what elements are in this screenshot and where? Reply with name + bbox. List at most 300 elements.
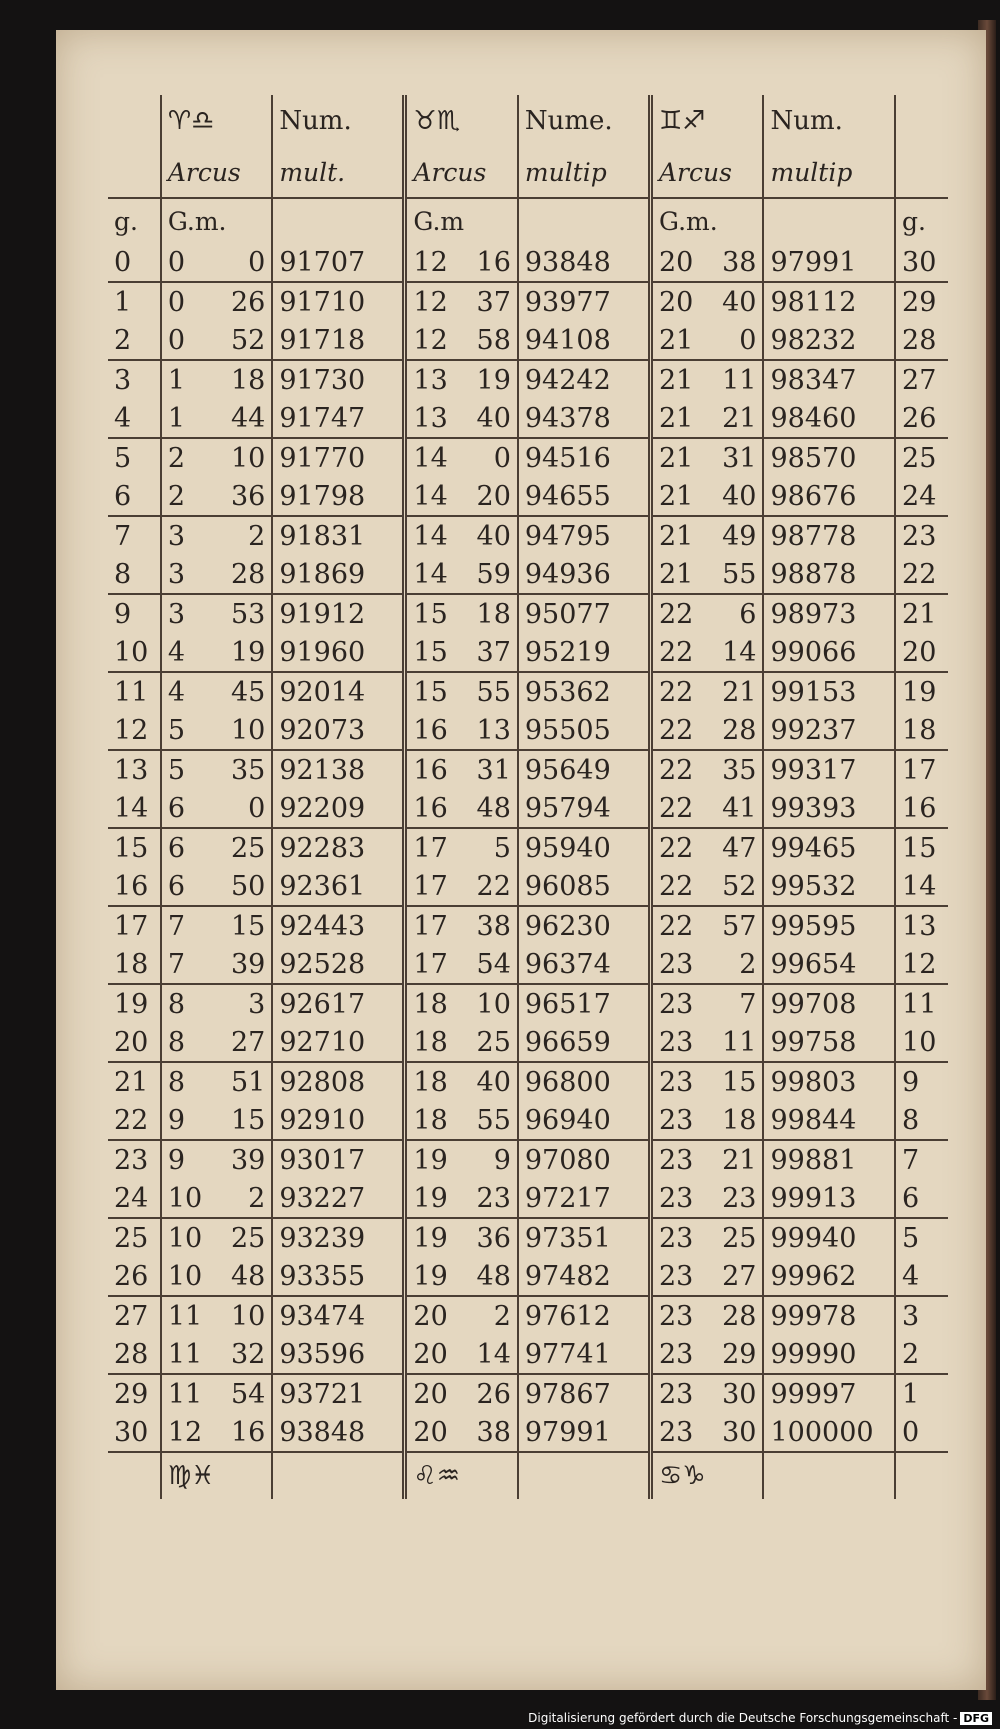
deg-left: 21 xyxy=(108,1062,161,1101)
table-row xyxy=(108,672,948,711)
table-row xyxy=(108,1140,948,1179)
arcus-deg-2: 15 xyxy=(405,672,459,711)
num-3: 98570 xyxy=(763,438,895,477)
arcus-deg-3: 22 xyxy=(651,672,705,711)
arcus-min-1: 48 xyxy=(230,1260,266,1292)
arcus-deg-3: 23 xyxy=(651,1140,705,1179)
table-row xyxy=(108,867,948,906)
arcus-min-3: 11 xyxy=(705,360,764,399)
arcus-min-3: 0 xyxy=(739,324,757,356)
deg-right: 8 xyxy=(895,1101,948,1140)
arcus-min-2: 20 xyxy=(476,480,511,512)
table-row xyxy=(108,1023,948,1062)
deg-left: 5 xyxy=(108,438,161,477)
arcus-deg-3: 21 xyxy=(651,438,705,477)
arcus-deg-2: 19 xyxy=(405,1218,459,1257)
num-1: 92073 xyxy=(272,711,405,750)
num-1: 93721 xyxy=(272,1374,405,1413)
arcus-min-2: 23 xyxy=(476,1182,511,1214)
arcus-min-1: 52 xyxy=(230,324,266,356)
num-3: 99844 xyxy=(763,1101,895,1140)
arcus-min-2: 14 xyxy=(476,1338,511,1370)
deg-left: 6 xyxy=(114,480,132,512)
arcus-deg-2: 17 xyxy=(405,828,459,867)
arcus-deg-1: 0 xyxy=(161,282,214,321)
table-row xyxy=(108,1335,948,1374)
arcus-min-3: 31 xyxy=(705,438,764,477)
table-row xyxy=(108,1218,948,1257)
arcus-min-1: 45 xyxy=(214,672,273,711)
header-sign-1: ♈♎ xyxy=(161,95,272,147)
arcus-deg-3: 21 xyxy=(651,399,705,438)
arcus-deg-1: 2 xyxy=(161,477,214,516)
header-gm-2: G.m xyxy=(405,198,518,243)
num-2: 97991 xyxy=(518,1413,651,1452)
arcus-min-3: 11 xyxy=(722,1026,757,1058)
deg-right: 18 xyxy=(895,711,948,750)
arcus-min-1: 3 xyxy=(214,984,273,1023)
num-2: 95794 xyxy=(518,789,651,828)
num-2: 96230 xyxy=(518,906,651,945)
arcus-min-3: 14 xyxy=(722,636,757,668)
arcus-deg-2: 16 xyxy=(405,750,459,789)
arcus-min-2: 58 xyxy=(476,324,511,356)
deg-right: 1 xyxy=(895,1374,948,1413)
arcus-deg-3: 21 xyxy=(651,516,705,555)
arcus-min-3: 55 xyxy=(722,558,757,590)
deg-right: 14 xyxy=(895,867,948,906)
num-3: 99978 xyxy=(763,1296,895,1335)
arcus-deg-2: 12 xyxy=(405,282,459,321)
arcus-deg-2: 17 xyxy=(405,906,459,945)
table-row xyxy=(108,711,948,750)
arcus-min-1: 36 xyxy=(230,480,266,512)
header-arcus-3: Arcus xyxy=(651,147,764,198)
arcus-min-2: 40 xyxy=(476,402,511,434)
table-row xyxy=(108,399,948,438)
arcus-min-1: 0 xyxy=(248,246,266,278)
arcus-deg-1: 6 xyxy=(161,789,214,828)
arcus-min-1: 16 xyxy=(230,1416,266,1448)
arcus-deg-2: 13 xyxy=(405,360,459,399)
deg-left: 2 xyxy=(114,324,132,356)
arcus-min-2: 31 xyxy=(459,750,518,789)
deg-left: 24 xyxy=(114,1182,149,1214)
arcus-min-1: 44 xyxy=(230,402,266,434)
num-2: 96659 xyxy=(518,1023,651,1062)
header-sign-2: ♉♏ xyxy=(405,95,518,147)
arcus-deg-1: 2 xyxy=(161,438,214,477)
num-3: 98112 xyxy=(763,282,895,321)
arcus-min-1: 10 xyxy=(214,1296,273,1335)
header-gm-3: G.m. xyxy=(651,198,764,243)
arcus-min-3: 28 xyxy=(705,1296,764,1335)
arcus-min-3: 21 xyxy=(722,402,757,434)
deg-right: 5 xyxy=(895,1218,948,1257)
arcus-min-2: 16 xyxy=(476,246,511,278)
arcus-deg-1: 0 xyxy=(161,243,214,282)
num-2: 93977 xyxy=(518,282,651,321)
arcus-min-3: 6 xyxy=(705,594,764,633)
arcus-min-3: 7 xyxy=(705,984,764,1023)
deg-right: 15 xyxy=(895,828,948,867)
arcus-min-2: 38 xyxy=(459,906,518,945)
num-1: 92617 xyxy=(272,984,405,1023)
num-2: 94795 xyxy=(518,516,651,555)
deg-left: 8 xyxy=(114,558,132,590)
arcus-deg-2: 19 xyxy=(405,1179,459,1218)
header-row-1 xyxy=(108,95,948,147)
num-2: 96517 xyxy=(518,984,651,1023)
deg-right: 12 xyxy=(895,945,948,984)
arcus-deg-2: 18 xyxy=(405,984,459,1023)
arcus-min-3: 38 xyxy=(722,246,757,278)
arcus-min-3: 21 xyxy=(705,672,764,711)
footer-sign-2: ♌♒ xyxy=(405,1452,518,1499)
num-1: 91912 xyxy=(272,594,405,633)
num-2: 94108 xyxy=(518,321,651,360)
deg-left: 22 xyxy=(114,1104,149,1136)
arcus-min-2: 48 xyxy=(476,1260,511,1292)
deg-right: 22 xyxy=(895,555,948,594)
arcus-min-1: 53 xyxy=(214,594,273,633)
arcus-min-2: 0 xyxy=(459,438,518,477)
deg-right: 23 xyxy=(895,516,948,555)
arcus-min-3: 30 xyxy=(722,1416,757,1448)
arcus-deg-2: 20 xyxy=(405,1335,459,1374)
deg-right: 13 xyxy=(895,906,948,945)
arcus-deg-1: 7 xyxy=(161,945,214,984)
arcus-deg-3: 21 xyxy=(651,360,705,399)
arcus-min-2: 40 xyxy=(459,1062,518,1101)
arcus-deg-3: 22 xyxy=(651,711,705,750)
table-row xyxy=(108,789,948,828)
arcus-deg-3: 22 xyxy=(651,906,705,945)
num-3: 100000 xyxy=(763,1413,895,1452)
arcus-min-3: 40 xyxy=(722,480,757,512)
arcus-deg-1: 6 xyxy=(161,867,214,906)
arcus-deg-1: 11 xyxy=(161,1374,214,1413)
arcus-deg-1: 5 xyxy=(161,711,214,750)
num-3: 99708 xyxy=(763,984,895,1023)
arcus-min-2: 36 xyxy=(459,1218,518,1257)
num-1: 93355 xyxy=(272,1257,405,1296)
arcus-min-2: 48 xyxy=(476,792,511,824)
arcus-min-3: 40 xyxy=(705,282,764,321)
deg-left: 16 xyxy=(114,870,149,902)
arcus-min-1: 26 xyxy=(214,282,273,321)
arcus-min-2: 59 xyxy=(476,558,511,590)
arcus-min-3: 52 xyxy=(722,870,757,902)
header-row-3 xyxy=(108,198,948,243)
arcus-min-3: 41 xyxy=(722,792,757,824)
arcus-deg-1: 8 xyxy=(161,984,214,1023)
num-1: 91707 xyxy=(272,243,405,282)
arcus-min-2: 55 xyxy=(476,1104,511,1136)
num-1: 93474 xyxy=(272,1296,405,1335)
num-1: 93227 xyxy=(272,1179,405,1218)
arcus-deg-3: 22 xyxy=(651,633,705,672)
arcus-deg-3: 23 xyxy=(651,945,705,984)
num-3: 98676 xyxy=(763,477,895,516)
header-num-3: Num. xyxy=(763,95,895,147)
num-2: 94242 xyxy=(518,360,651,399)
num-2: 96800 xyxy=(518,1062,651,1101)
deg-left: 19 xyxy=(108,984,161,1023)
arcus-deg-3: 21 xyxy=(651,321,705,360)
footer-row xyxy=(108,1452,948,1499)
arcus-deg-3: 23 xyxy=(651,1023,705,1062)
arcus-min-3: 47 xyxy=(705,828,764,867)
arcus-deg-2: 17 xyxy=(405,867,459,906)
deg-left: 20 xyxy=(114,1026,149,1058)
arcus-deg-2: 20 xyxy=(405,1296,459,1335)
arcus-min-2: 38 xyxy=(476,1416,511,1448)
deg-left: 25 xyxy=(108,1218,161,1257)
num-2: 94378 xyxy=(518,399,651,438)
num-1: 91960 xyxy=(272,633,405,672)
arcus-deg-2: 14 xyxy=(405,477,459,516)
num-2: 94655 xyxy=(518,477,651,516)
arcus-deg-1: 10 xyxy=(161,1179,214,1218)
arcus-deg-2: 20 xyxy=(405,1413,459,1452)
arcus-deg-3: 22 xyxy=(651,789,705,828)
num-2: 97482 xyxy=(518,1257,651,1296)
arcus-deg-1: 6 xyxy=(161,828,214,867)
arcus-min-1: 39 xyxy=(230,948,266,980)
arcus-deg-1: 10 xyxy=(161,1218,214,1257)
num-1: 91710 xyxy=(272,282,405,321)
num-3: 98460 xyxy=(763,399,895,438)
num-1: 93017 xyxy=(272,1140,405,1179)
deg-right: 7 xyxy=(895,1140,948,1179)
num-2: 96374 xyxy=(518,945,651,984)
table-row xyxy=(108,1413,948,1452)
num-1: 91718 xyxy=(272,321,405,360)
num-3: 99803 xyxy=(763,1062,895,1101)
num-1: 92361 xyxy=(272,867,405,906)
num-2: 93848 xyxy=(518,243,651,282)
num-3: 99237 xyxy=(763,711,895,750)
arcus-min-2: 55 xyxy=(459,672,518,711)
footer-sign-1: ♍♓ xyxy=(161,1452,272,1499)
num-2: 95219 xyxy=(518,633,651,672)
arcus-deg-1: 4 xyxy=(161,633,214,672)
arcus-min-3: 15 xyxy=(705,1062,764,1101)
header-mult-2: multip xyxy=(518,147,651,198)
num-1: 93848 xyxy=(272,1413,405,1452)
deg-left: 10 xyxy=(114,636,149,668)
num-1: 91831 xyxy=(272,516,405,555)
deg-left: 1 xyxy=(108,282,161,321)
num-3: 98232 xyxy=(763,321,895,360)
arcus-min-1: 35 xyxy=(214,750,273,789)
credit-text: Digitalisierung gefördert durch die Deutsche Forschungsgemeinschaft - xyxy=(528,1711,958,1725)
arcus-deg-3: 21 xyxy=(651,555,705,594)
table-row xyxy=(108,516,948,555)
arcus-deg-1: 8 xyxy=(161,1023,214,1062)
arcus-min-3: 49 xyxy=(705,516,764,555)
deg-left: 4 xyxy=(114,402,132,434)
arcus-min-1: 0 xyxy=(248,792,266,824)
num-3: 98778 xyxy=(763,516,895,555)
deg-left: 0 xyxy=(114,246,132,278)
table-row xyxy=(108,243,948,282)
num-3: 99962 xyxy=(763,1257,895,1296)
num-3: 99317 xyxy=(763,750,895,789)
arcus-deg-1: 8 xyxy=(161,1062,214,1101)
deg-right: 24 xyxy=(895,477,948,516)
arcus-min-2: 26 xyxy=(459,1374,518,1413)
header-arcus-2: Arcus xyxy=(405,147,518,198)
num-1: 92014 xyxy=(272,672,405,711)
deg-left: 15 xyxy=(108,828,161,867)
deg-right: 29 xyxy=(895,282,948,321)
deg-left: 30 xyxy=(114,1416,149,1448)
deg-left: 17 xyxy=(108,906,161,945)
trig-table xyxy=(108,95,948,1499)
num-1: 93596 xyxy=(272,1335,405,1374)
arcus-deg-1: 3 xyxy=(161,594,214,633)
deg-left: 28 xyxy=(114,1338,149,1370)
dfg-logo: DFG xyxy=(960,1712,992,1725)
deg-right: 16 xyxy=(895,789,948,828)
num-2: 95077 xyxy=(518,594,651,633)
deg-right: 2 xyxy=(895,1335,948,1374)
arcus-deg-2: 15 xyxy=(405,633,459,672)
deg-left: 9 xyxy=(108,594,161,633)
deg-left: 23 xyxy=(108,1140,161,1179)
arcus-deg-2: 16 xyxy=(405,711,459,750)
deg-right: 28 xyxy=(895,321,948,360)
arcus-deg-1: 9 xyxy=(161,1140,214,1179)
arcus-deg-2: 20 xyxy=(405,1374,459,1413)
num-2: 95940 xyxy=(518,828,651,867)
arcus-deg-3: 22 xyxy=(651,594,705,633)
header-num-2: Nume. xyxy=(518,95,651,147)
arcus-deg-2: 19 xyxy=(405,1140,459,1179)
header-gm-1: G.m. xyxy=(161,198,272,243)
num-1: 91770 xyxy=(272,438,405,477)
table-row xyxy=(108,360,948,399)
arcus-deg-2: 15 xyxy=(405,594,459,633)
arcus-deg-3: 22 xyxy=(651,867,705,906)
deg-right: 0 xyxy=(895,1413,948,1452)
header-sign-3: ♊♐ xyxy=(651,95,764,147)
table-row xyxy=(108,945,948,984)
footer-sign-3: ♋♑ xyxy=(651,1452,764,1499)
arcus-deg-2: 12 xyxy=(405,321,459,360)
table-row xyxy=(108,1296,948,1335)
num-3: 97991 xyxy=(763,243,895,282)
deg-left: 29 xyxy=(108,1374,161,1413)
arcus-deg-2: 18 xyxy=(405,1101,459,1140)
deg-left: 26 xyxy=(114,1260,149,1292)
arcus-min-1: 39 xyxy=(214,1140,273,1179)
deg-left: 3 xyxy=(108,360,161,399)
table-row xyxy=(108,750,948,789)
arcus-deg-2: 18 xyxy=(405,1062,459,1101)
arcus-deg-2: 16 xyxy=(405,789,459,828)
arcus-deg-3: 20 xyxy=(651,282,705,321)
header-g-left: g. xyxy=(108,198,161,243)
table-row xyxy=(108,321,948,360)
arcus-deg-3: 23 xyxy=(651,984,705,1023)
arcus-deg-2: 14 xyxy=(405,516,459,555)
arcus-deg-1: 7 xyxy=(161,906,214,945)
arcus-min-1: 15 xyxy=(214,906,273,945)
header-row-2 xyxy=(108,147,948,198)
arcus-deg-3: 23 xyxy=(651,1335,705,1374)
arcus-min-3: 35 xyxy=(705,750,764,789)
deg-left: 14 xyxy=(114,792,149,824)
arcus-deg-3: 23 xyxy=(651,1062,705,1101)
header-g-right: g. xyxy=(895,198,948,243)
header-arcus-1: Arcus xyxy=(161,147,272,198)
arcus-min-3: 27 xyxy=(722,1260,757,1292)
num-1: 92528 xyxy=(272,945,405,984)
table-row xyxy=(108,906,948,945)
arcus-min-2: 54 xyxy=(476,948,511,980)
arcus-deg-1: 5 xyxy=(161,750,214,789)
arcus-min-1: 25 xyxy=(214,1218,273,1257)
deg-right: 30 xyxy=(895,243,948,282)
arcus-min-1: 32 xyxy=(230,1338,266,1370)
arcus-min-2: 37 xyxy=(459,282,518,321)
arcus-deg-3: 23 xyxy=(651,1179,705,1218)
deg-left: 11 xyxy=(108,672,161,711)
arcus-min-1: 15 xyxy=(230,1104,266,1136)
num-1: 93239 xyxy=(272,1218,405,1257)
num-3: 99881 xyxy=(763,1140,895,1179)
deg-left: 12 xyxy=(114,714,149,746)
arcus-min-2: 13 xyxy=(476,714,511,746)
arcus-deg-1: 1 xyxy=(161,360,214,399)
arcus-deg-3: 23 xyxy=(651,1296,705,1335)
arcus-min-2: 40 xyxy=(459,516,518,555)
num-3: 98347 xyxy=(763,360,895,399)
deg-right: 20 xyxy=(895,633,948,672)
num-1: 92283 xyxy=(272,828,405,867)
arcus-deg-3: 23 xyxy=(651,1218,705,1257)
num-3: 98973 xyxy=(763,594,895,633)
num-1: 92138 xyxy=(272,750,405,789)
deg-right: 21 xyxy=(895,594,948,633)
arcus-deg-3: 23 xyxy=(651,1101,705,1140)
arcus-min-3: 30 xyxy=(705,1374,764,1413)
table-row xyxy=(108,477,948,516)
deg-left: 18 xyxy=(114,948,149,980)
arcus-min-1: 54 xyxy=(214,1374,273,1413)
num-2: 95505 xyxy=(518,711,651,750)
arcus-deg-1: 11 xyxy=(161,1296,214,1335)
arcus-deg-3: 22 xyxy=(651,828,705,867)
arcus-min-1: 51 xyxy=(214,1062,273,1101)
num-2: 94516 xyxy=(518,438,651,477)
deg-right: 25 xyxy=(895,438,948,477)
arcus-deg-1: 11 xyxy=(161,1335,214,1374)
num-3: 99758 xyxy=(763,1023,895,1062)
arcus-min-3: 25 xyxy=(705,1218,764,1257)
arcus-min-1: 10 xyxy=(230,714,266,746)
table-row xyxy=(108,594,948,633)
num-3: 99595 xyxy=(763,906,895,945)
arcus-deg-2: 19 xyxy=(405,1257,459,1296)
deg-right: 17 xyxy=(895,750,948,789)
arcus-min-3: 23 xyxy=(722,1182,757,1214)
table-row xyxy=(108,1062,948,1101)
num-2: 97867 xyxy=(518,1374,651,1413)
